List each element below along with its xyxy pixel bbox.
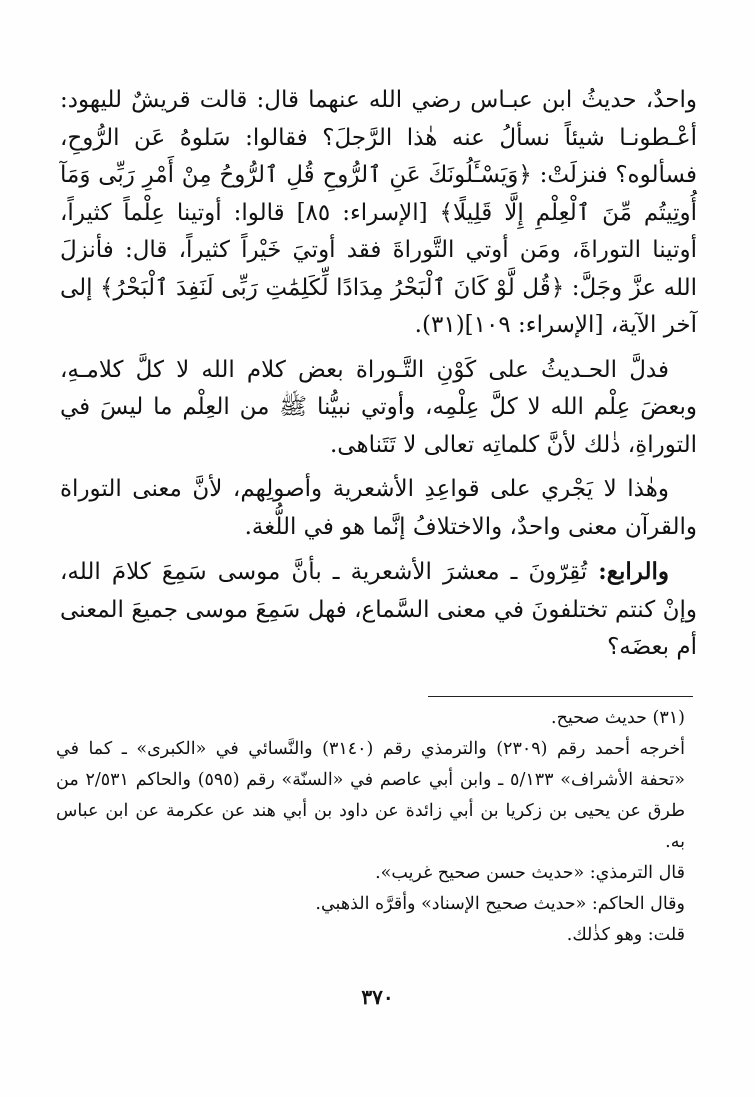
fourth-point-lead: والرابع: [598, 558, 669, 585]
page-number: ٣٧٠ [361, 985, 394, 1009]
paragraph-fourth-point [60, 553, 697, 667]
paragraph-inference: فدلَّ الحـديثُ على كَوْنِ التَّـوراة بعض كلام الله لا كلَّ كلامـهِ، وبعضَ عِلْم الله لا كلَّ عِلْمِه، وأوتي نبيُّنا ﷺ من العِلْم ما ليسَ في التوراةِ، ذٰلك لأنَّ كلماتِه تعالى لا تَتَناهى. [60, 356, 697, 458]
footnote-conclusion: قلت: وهو كذٰلك. [566, 925, 685, 945]
footnote-tirmidhi: قال الترمذي: «حديث حسن صحيح غريب». [375, 863, 685, 883]
footnote-takhrij: أخرجه أحمد رقم (٢٣٠٩) والترمذي رقم (٣١٤٠) والنَّسائي في «الكبرى» ـ كما في «تحفة الأشراف» ٥/١٣٣ ـ وابن أبي عاصم في «السنّة» رقم (٥٩٥) والحاكم ٢/٥٣١ من طرق عن يحيى بن زكريا بن أبي زائدة عن داود بن أبي هند عن عكرمة عن ابن عباس به. [56, 739, 686, 852]
footnotes [56, 703, 697, 951]
paragraph-hadith: واحدٌ، حديثُ ابن عبـاس رضي الله عنهما قال: قالت قريشٌ لليهود: أعْـطونـا شيئاً نسألُ عنه هٰذا الرَّجلَ؟ فقالوا: سَلوهُ عَن الرُّوحِ، فسألوه؟ فنزلَتْ: ﴿وَيَسْـَٔلُونَكَ عَنِ ٱلرُّوحِ قُلِ ٱلرُّوحُ مِنْ أَمْرِ رَبِّى وَمَآ أُوتِيتُم مِّنَ ٱلْعِلْمِ إِلَّا قَلِيلًا﴾ [الإسراء: ٨٥] قالوا: أوتينا عِلْماً كثيراً، أوتينا التوراةَ، ومَن أوتي التَّوراةَ فقد أوتيَ خَيْراً كثيراً، قال: فأنزلَ الله عزَّ وجَلَّ: ﴿قُل لَّوْ كَانَ ٱلْبَحْرُ مِدَادًا لِّكَلِمَٰتِ رَبِّى لَنَفِدَ ٱلْبَحْرُ﴾ إلى آخر الآية، [الإسراء: ١٠٩](٣١). [60, 87, 697, 338]
footnote-hakim: وقال الحاكم: «حديث صحيح الإسناد» وأقرَّه الذهبي. [315, 894, 685, 914]
main-text [60, 82, 697, 667]
footnote-heading: (٣١) حديث صحيح. [551, 708, 685, 728]
footnote-divider [428, 696, 693, 697]
paragraph-ashari-rule: وهٰذا لا يَجْري على قواعِدِ الأشعرية وأصولِهم، لأنَّ معنى التوراة والقرآن معنى واحدٌ، والاختلافُ إنَّما هو في اللُّغة. [60, 476, 697, 540]
fourth-point-text: تُقِرّونَ ـ معشرَ الأشعرية ـ بأنَّ موسى سَمِعَ كلامَ الله، وإنْ كنتم تختلفونَ في معنى السَّماع، فهل سَمِعَ موسى جميعَ المعنى أم بعضَه؟ [60, 559, 697, 660]
